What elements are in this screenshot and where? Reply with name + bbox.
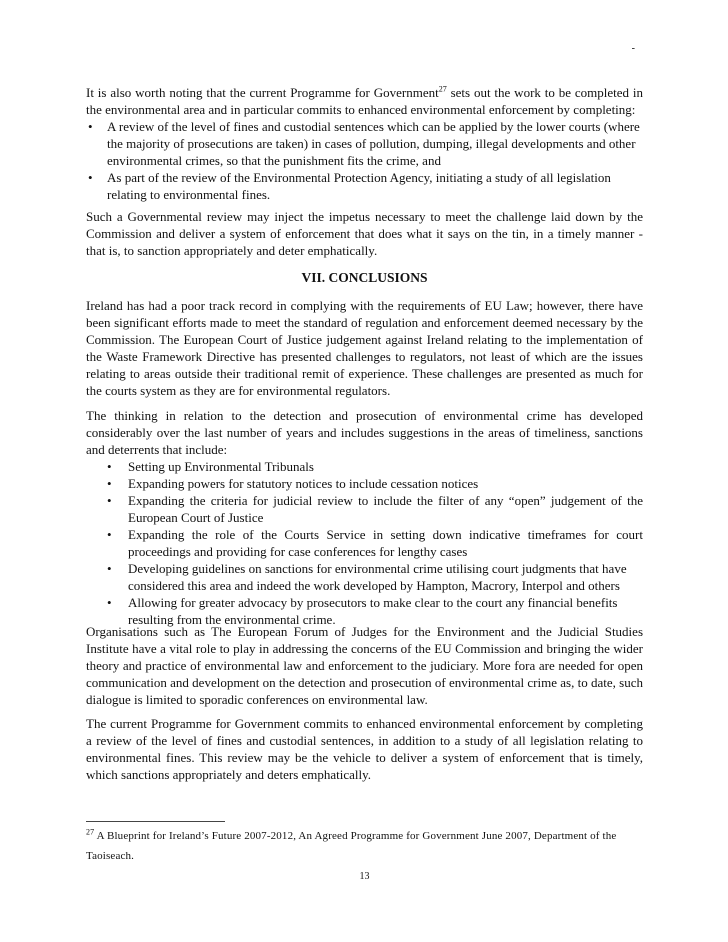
document-page bbox=[86, 0, 643, 942]
conclusions-heading: VII. CONCLUSIONS bbox=[301, 270, 428, 285]
review-paragraph: Such a Governmental review may inject the impetus necessary to meet the challenge laid down by the Commission and deliver a system of enforcement that does what it says on the tin, in a timely manner - that is, to sanction appropriately and deter emphatically. bbox=[86, 209, 643, 258]
list-item: • Setting up Environmental Tribunals bbox=[86, 458, 643, 475]
conclusions-paragraph-1: Ireland has had a poor track record in complying with the requirements of EU Law; however, there have been significant efforts made to meet the standard of regulation and enforcement deemed necessary by the Commission. The European Court of Justice judgement against Ireland relating to the implementation of the Waste Framework Directive has presented challenges to regulators, not least of which are the issues relating to areas outside their traditional remit of experience. These challenges are presented as much for the courts system as they are for environmental regulators. bbox=[86, 298, 643, 398]
conclusions-paragraph-3: Organisations such as The European Forum of Judges for the Environment and the Judicial Studies Institute have a vital role to play in addressing the concerns of the EU Commission and bringing the wider theory and practice of environmental law and enforcement to the judiciary. More fora are needed for open communication and development on the detection and prosecution of environmental crime as, to date, such dialogue is limited to sporadic conferences on environmental law. bbox=[86, 624, 643, 707]
footnote bbox=[86, 826, 643, 866]
conclusions-para-1-section bbox=[86, 297, 643, 399]
footnote-divider bbox=[86, 821, 225, 822]
page-number: 13 bbox=[359, 871, 370, 882]
footnote-ref: 27 bbox=[438, 84, 447, 94]
list-item: • Expanding the criteria for judicial review to include the filter of any “open” judgement of the European Court of Justice bbox=[86, 492, 643, 526]
footnote-number: 27 bbox=[86, 827, 95, 837]
intro-paragraph: It is also worth noting that the current Programme for Government$^{27}$ sets out the work to be completed in the environmental area and in particular commits to enhanced environmental enforcement by completing: bbox=[86, 84, 643, 117]
list-item: • As part of the review of the Environmental Protection Agency, initiating a study of all legislation relating to environmental fines. bbox=[86, 169, 643, 203]
conclusions-para-3-section bbox=[86, 623, 643, 708]
corner-mark: - bbox=[631, 43, 635, 54]
list-item: • Allowing for greater advocacy by prosecutors to make clear to the court any financial benefits resulting from the environmental crime. bbox=[86, 594, 643, 628]
list-item: • Expanding powers for statutory notices to include cessation notices bbox=[86, 475, 643, 492]
conclusions-para-2-section bbox=[86, 407, 643, 628]
footnote-text: A Blueprint for Ireland’s Future 2007-2012, An Agreed Programme for Government June 2007, Department of the Taoiseach. bbox=[86, 830, 617, 862]
intro-section bbox=[86, 84, 643, 203]
conclusions-para-4-section bbox=[86, 715, 643, 783]
conclusions-bullet-list bbox=[86, 458, 643, 628]
list-item: • Expanding the role of the Courts Service in setting down indicative timeframes for court proceedings and providing for case conferences for lengthy cases bbox=[86, 526, 643, 560]
list-item: • A review of the level of fines and custodial sentences which can be applied by the lower courts (where the majority of prosecutions are taken) in cases of pollution, dumping, illegal developments and other environmental crimes, so that the punishment fits the crime, and bbox=[86, 118, 643, 169]
intro-bullet-list bbox=[86, 118, 643, 203]
review-section bbox=[86, 208, 643, 259]
conclusions-paragraph-2: The thinking in relation to the detection and prosecution of environmental crime has developed considerably over the last number of years and includes suggestions in the areas of timeliness, sanctions and deterrents that include: bbox=[86, 408, 643, 457]
list-item: • Developing guidelines on sanctions for environmental crime utilising court judgments that have considered this area and indeed the work developed by Hampton, Macrory, Interpol and others bbox=[86, 560, 643, 594]
conclusions-paragraph-4: The current Programme for Government commits to enhanced environmental enforcement by completing a review of the level of fines and custodial sentences, in addition to a study of all legislation relating to environmental fines. This review may be the vehicle to deliver a system of enforcement that is timely, which sanctions appropriately and deters emphatically. bbox=[86, 716, 643, 782]
